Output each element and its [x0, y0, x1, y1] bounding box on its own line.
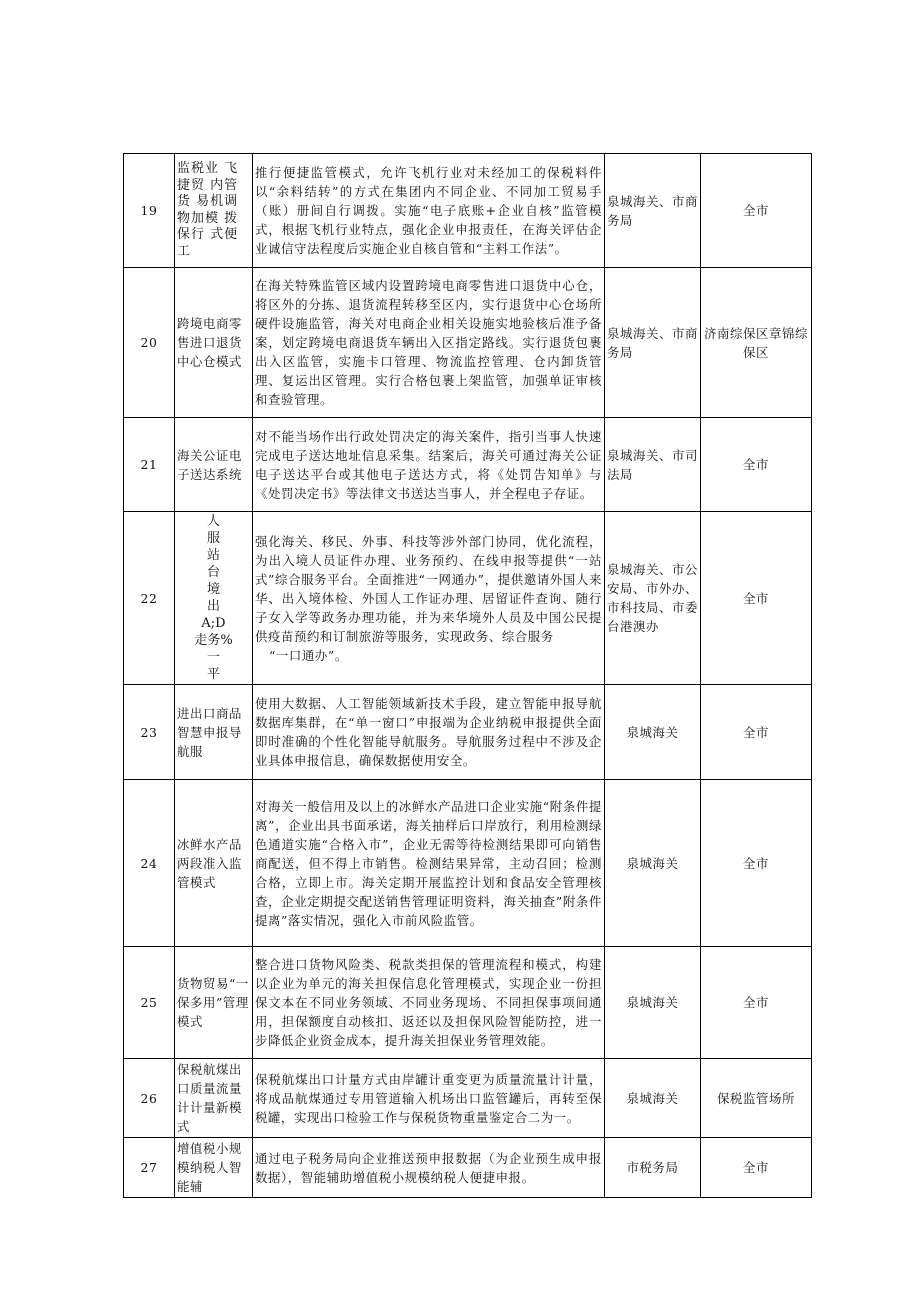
implementation-scope: 全市	[701, 512, 812, 685]
measure-description: 整合进口货物风险类、税款类担保的管理流程和模式，构建以企业为单元的海关担保信息化管理模式，实现企业一份担保文本在不同业务领域、不同业务现场、不同担保事项间通用，担保额度自动核扣、返还以及担保风险智能防控，进一步降低企业资金成本，提升海关担保业务管理效能。	[253, 947, 605, 1059]
row-number: 21	[124, 418, 175, 512]
implementation-scope: 全市	[701, 1138, 812, 1198]
responsible-department: 市税务局	[605, 1138, 701, 1198]
implementation-scope: 全市	[701, 947, 812, 1059]
measure-name	[175, 512, 253, 685]
name-fragment: 出	[206, 599, 220, 614]
responsible-department: 泉城海关、市司法局	[605, 418, 701, 512]
measure-description: 对海关一般信用及以上的冰鲜水产品进口企业实施“附条件提离”，企业出具书面承诺，海关抽样后口岸放行，利用检测绿色通道实施“合格入市”，企业无需等待检测结果即可向销售商配送，但不得上市销售。检测结果异常，主动召回；检测合格，立即上市。海关定期开展监控计划和食品安全管理核查，企业定期提交配送销售管理证明资料，海关抽查”附条件提离”落实情况，强化入市前风险监管。	[253, 780, 605, 947]
row-number: 26	[124, 1059, 175, 1138]
measure-name: 保税航煤出口质量流量计计量新模式	[175, 1059, 253, 1138]
name-fragment: 境	[206, 582, 220, 597]
table-row	[124, 947, 812, 1059]
name-fragment: A;D	[201, 616, 226, 631]
name-fragment: 台	[206, 565, 220, 580]
description-tail: “一口通办”。	[269, 647, 348, 663]
implementation-scope: 保税监管场所	[701, 1059, 812, 1138]
measure-name: 进出口商品智慧申报导航服	[175, 685, 253, 780]
measure-description: 在海关特殊监管区域内设置跨境电商零售进口退货中心仓，将区外的分拣、退货流程转移至区内，实行退货中心仓场所硬件设施监管，海关对电商企业相关设施实地验核后准予备案，划定跨境电商退货车辆出入区指定路线。实行退货包裹出入区监管，实施卡口管理、物流监控管理、仓内卸货管理、复运出区管理。实行合格包裹上架监管，加强单证审核和查验管理。	[253, 268, 605, 418]
implementation-scope: 全市	[701, 418, 812, 512]
row-number: 27	[124, 1138, 175, 1198]
row-number: 22	[124, 512, 175, 685]
name-fragment: 平	[206, 667, 220, 682]
measure-description: 保税航煤出口计量方式由岸罐计重变更为质量流量计计量，将成品航煤通过专用管道输入机场出口监管罐后，再转至保税罐，实现出口检验工作与保税货物重量鉴定合二为一。	[253, 1059, 605, 1138]
table-row	[124, 780, 812, 947]
responsible-department: 泉城海关、市商务局	[605, 268, 701, 418]
responsible-department: 泉城海关、市商务局	[605, 154, 701, 268]
row-number: 25	[124, 947, 175, 1059]
name-fragment: 服	[206, 531, 220, 546]
description-text: 强化海关、移民、外事、科技等涉外部门协同，优化流程，为出入境人员证件办理、业务预约、在线申报等提供“一站式”综合服务平台。全面推进“一网通办”，提供邀请外国人来华、出入境体检、外国人工作证办理、居留证件查询、随行子女入学等政务办理功能，并为来华境外人员及中国公民提供疫苗预约和订制旅游等服务，实现政务、综合服务	[255, 533, 602, 644]
row-number: 23	[124, 685, 175, 780]
measure-name: 冰鲜水产品两段准入监管模式	[175, 780, 253, 947]
measure-name: 海关公证电子送达系统	[175, 418, 253, 512]
table-row	[124, 1138, 812, 1198]
responsible-department: 泉城海关	[605, 780, 701, 947]
measure-name: 监税业 飞捷贸 内管货 易机调 物加模 拨保行 式便工	[175, 154, 253, 268]
measure-name: 增值税小规模纳税人智能辅	[175, 1138, 253, 1198]
measure-name: 货物贸易“一保多用”管理模式	[175, 947, 253, 1059]
responsible-department: 泉城海关	[605, 685, 701, 780]
measure-name: 跨境电商零售进口退货中心仓模式	[175, 268, 253, 418]
measure-description: 对不能当场作出行政处罚决定的海关案件，指引当事人快速完成电子送达地址信息采集。结案后，海关可通过海关公证电子送达平台或其他电子送达方式，将《处罚告知单》与《处罚决定书》等法律文书送达当事人，并全程电子存证。	[253, 418, 605, 512]
implementation-scope: 济南综保区章锦综保区	[701, 268, 812, 418]
responsible-department: 泉城海关	[605, 947, 701, 1059]
measure-description	[253, 512, 605, 685]
name-fragment: 走务%	[194, 633, 233, 648]
row-number: 24	[124, 780, 175, 947]
responsible-department: 泉城海关	[605, 1059, 701, 1138]
table-row	[124, 268, 812, 418]
implementation-scope: 全市	[701, 685, 812, 780]
measure-description: 通过电子税务局向企业推送预申报数据（为企业预生成申报数据），智能辅助增值税小规模纳税人便捷申报。	[253, 1138, 605, 1198]
implementation-scope: 全市	[701, 154, 812, 268]
measure-description: 推行便捷监管模式，允许飞机行业对未经加工的保税料件以“余料结转”的方式在集团内不同企业、不同加工贸易手（账）册间自行调拨。实施“电子底账+企业自核”监管模式，根据飞机行业特点，强化企业申报责任，在海关评估企业诚信守法程度后实施企业自核自管和“主料工作法”。	[253, 154, 605, 268]
table-row	[124, 418, 812, 512]
measure-description: 使用大数据、人工智能领域新技术手段，建立智能申报导航数据库集群，在“单一窗口”申报端为企业纳税申报提供全面即时准确的个性化智能导航服务。导航服务过程中不涉及企业具体申报信息，确保数据使用安全。	[253, 685, 605, 780]
policy-table	[123, 153, 812, 1198]
table-row	[124, 685, 812, 780]
row-number: 19	[124, 154, 175, 268]
implementation-scope: 全市	[701, 780, 812, 947]
row-number: 20	[124, 268, 175, 418]
responsible-department: 泉城海关、市公安局、市外办、市科技局、市委台港澳办	[605, 512, 701, 685]
table-row	[124, 512, 812, 685]
name-fragment: 站	[206, 548, 220, 563]
table-row	[124, 154, 812, 268]
name-fragment: 人	[206, 514, 220, 529]
name-fragment: 一	[206, 650, 220, 665]
table-row	[124, 1059, 812, 1138]
